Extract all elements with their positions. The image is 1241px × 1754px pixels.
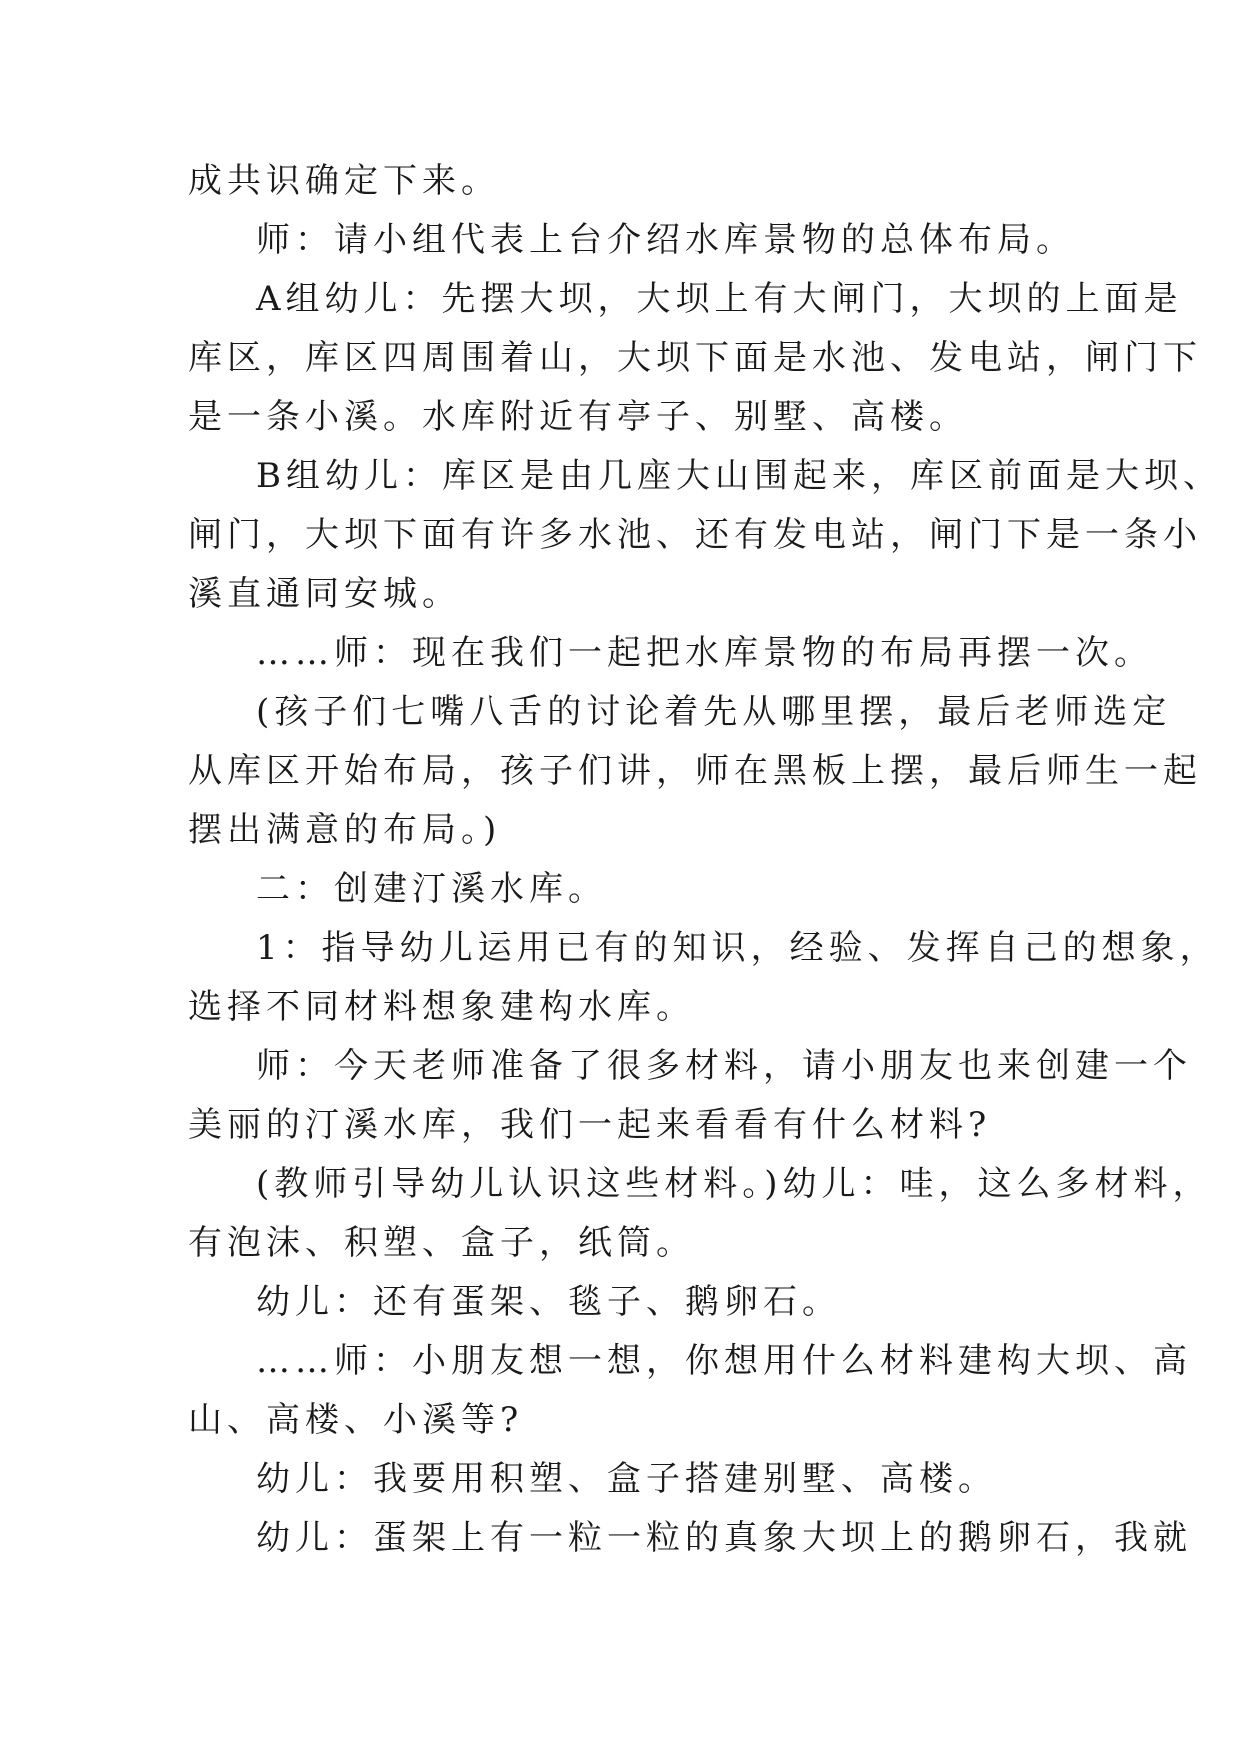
text-line: 成共识确定下来。 (188, 161, 500, 201)
text-line: 美丽的汀溪水库，我们一起来看看有什么材料? (188, 1105, 992, 1145)
text-line: 溪直通同安城。 (188, 574, 461, 614)
text-line: 有泡沫、积塑、盒子，纸筒。 (188, 1223, 695, 1263)
text-line: B组幼儿：库区是由几座大山围起来，库区前面是大坝、 (256, 456, 1222, 496)
text-line: (孩子们七嘴八舌的讨论着先从哪里摆，最后老师选定 (256, 692, 1172, 732)
text-line: 从库区开始布局，孩子们讲，师在黑板上摆，最后师生一起 (188, 751, 1202, 791)
text-line: 选择不同材料想象建构水库。 (188, 987, 695, 1027)
text-line: 山、高楼、小溪等? (188, 1400, 524, 1440)
text-line: 师：请小组代表上台介绍水库景物的总体布局。 (256, 220, 1075, 260)
text-line: 幼儿：还有蛋架、毯子、鹅卵石。 (256, 1282, 841, 1322)
text-line: 二：创建汀溪水库。 (256, 869, 607, 909)
text-line: 1：指导幼儿运用已有的知识，经验、发挥自己的想象， (256, 928, 1219, 968)
text-line: ……师：现在我们一起把水库景物的布局再摆一次。 (256, 633, 1153, 673)
text-line: ……师：小朋友想一想，你想用什么材料建构大坝、高 (256, 1341, 1192, 1381)
text-line: 闸门，大坝下面有许多水池、还有发电站，闸门下是一条小 (188, 515, 1202, 555)
text-line: A组幼儿：先摆大坝，大坝上有大闸门，大坝的上面是 (256, 279, 1183, 319)
text-line: 库区，库区四周围着山，大坝下面是水池、发电站，闸门下 (188, 338, 1202, 378)
text-line: 师：今天老师准备了很多材料，请小朋友也来创建一个 (256, 1046, 1192, 1086)
text-line: 是一条小溪。水库附近有亭子、别墅、高楼。 (188, 397, 968, 437)
text-line: (教师引导幼儿认识这些材料。)幼儿：哇，这么多材料， (256, 1164, 1212, 1204)
text-line: 幼儿：蛋架上有一粒一粒的真象大坝上的鹅卵石，我就 (256, 1518, 1192, 1558)
text-line: 幼儿：我要用积塑、盒子搭建别墅、高楼。 (256, 1459, 997, 1499)
document-body (188, 152, 1222, 1568)
text-line: 摆出满意的布局。) (188, 810, 502, 850)
